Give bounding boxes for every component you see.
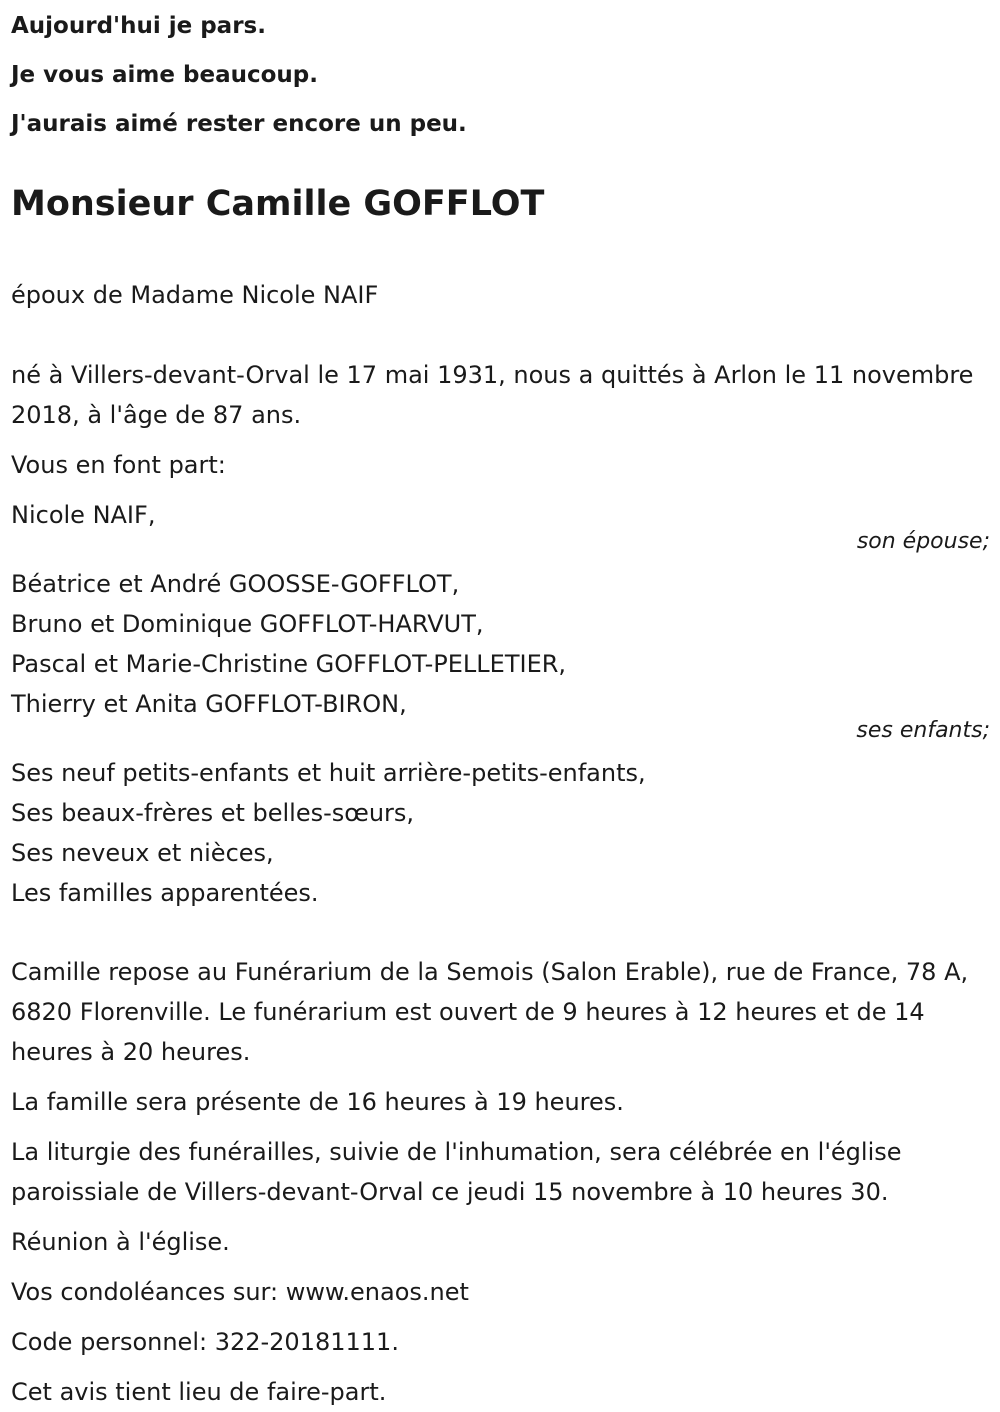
repose-paragraph: Camille repose au Funérarium de la Semois (Salon Erable), rue de France, 78 A, 6820 Florenville. Le funérarium est ouvert de 9 heures à 12 heures et de 14 heures à 20 heures. bbox=[11, 958, 969, 1066]
birth-line: né à Villers-devant-Orval le 17 mai 1931, nous a quittés à Arlon le 11 novembre 2018, à l'âge de 87 ans. bbox=[11, 361, 974, 429]
others-list bbox=[11, 753, 990, 913]
poem-line: Je vous aime beaucoup. bbox=[11, 62, 318, 88]
obituary-page bbox=[0, 2, 1000, 1412]
announce-line: Vous en font part: bbox=[11, 451, 226, 479]
list-item: Pascal et Marie-Christine GOFFLOT-PELLETIER, bbox=[11, 650, 567, 678]
list-item: Thierry et Anita GOFFLOT-BIRON, bbox=[11, 690, 407, 718]
list-item: Bruno et Dominique GOFFLOT-HARVUT, bbox=[11, 610, 484, 638]
family-present-paragraph: La famille sera présente de 16 heures à 19 heures. bbox=[11, 1088, 624, 1116]
children-list bbox=[11, 564, 990, 724]
list-item: Béatrice et André GOOSSE-GOFFLOT, bbox=[11, 570, 460, 598]
list-item: Ses neuf petits-enfants et huit arrière-petits-enfants, bbox=[11, 759, 646, 787]
closing-paragraph: Cet avis tient lieu de faire-part. bbox=[11, 1378, 387, 1406]
list-item: Les familles apparentées. bbox=[11, 879, 319, 907]
spouse-role: son épouse; bbox=[856, 529, 990, 554]
poem-line: Aujourd'hui je pars. bbox=[11, 13, 266, 39]
condolences-paragraph: Vos condoléances sur: www.enaos.net bbox=[11, 1278, 469, 1306]
children-role: ses enfants; bbox=[856, 718, 990, 743]
deceased-name: Monsieur Camille GOFFLOT bbox=[11, 184, 545, 224]
list-item: Ses neveux et nièces, bbox=[11, 839, 274, 867]
poem bbox=[11, 2, 990, 149]
list-item: Ses beaux-frères et belles-sœurs, bbox=[11, 799, 415, 827]
liturgy-paragraph: La liturgie des funérailles, suivie de l'inhumation, sera célébrée en l'église paroissiale de Villers-devant-Orval ce jeudi 15 novembre à 10 heures 30. bbox=[11, 1138, 902, 1206]
list-item: Nicole NAIF, bbox=[11, 501, 156, 529]
poem-line: J'aurais aimé rester encore un peu. bbox=[11, 111, 467, 137]
code-paragraph: Code personnel: 322-20181111. bbox=[11, 1328, 399, 1356]
reunion-paragraph: Réunion à l'église. bbox=[11, 1228, 230, 1256]
spouse-line: époux de Madame Nicole NAIF bbox=[11, 281, 379, 309]
